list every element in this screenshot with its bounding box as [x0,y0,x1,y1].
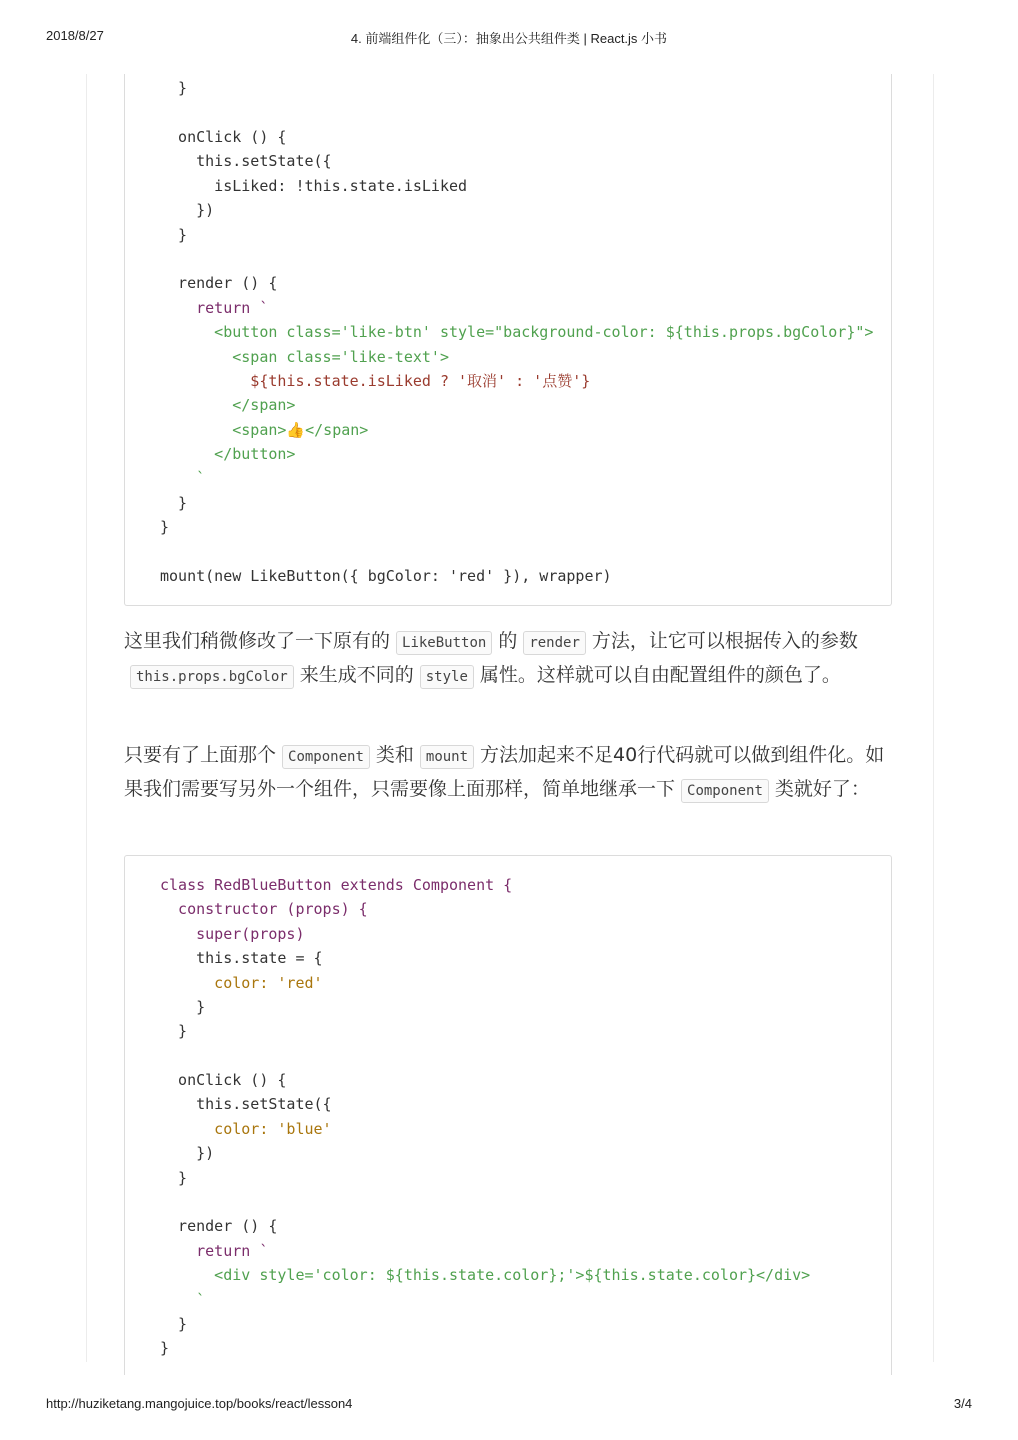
code-line: }) [160,201,215,219]
code-line: render () { [160,1217,278,1235]
page-number: 3/4 [953,1396,972,1411]
code-line: } [160,1339,170,1357]
code-line: mount(new LikeButton({ bgColor: 'red' }), wrapper) [160,567,612,585]
print-date: 2018/8/27 [46,28,104,43]
code-line: } [160,226,188,244]
inline-code: this.props.bgColor [130,665,294,689]
code-block-red-blue-button [124,855,892,1375]
print-header [0,28,1018,46]
page-title: 4. 前端组件化（三）：抽象出公共组件类 | React.js 小书 [350,31,668,46]
code-line: } [160,1315,188,1333]
code-line: this.setState({ [160,152,332,170]
code-line: </button> [160,445,296,463]
code-line: } [160,1022,188,1040]
code-line: ${this.state.isLiked ? '取消' : '点赞'} [160,372,591,390]
code-line: <span>👍</span> [160,421,369,439]
code-line: render () { [160,274,278,292]
code-line: } [160,998,206,1016]
code-line [160,125,286,149]
code-line: <button class='like-btn' style="background-color: ${this.props.bgColor}"> [160,323,874,341]
code-line: }) [160,1144,215,1162]
print-footer [0,1396,1018,1414]
code-line: ` [160,469,206,487]
code-block-like-button [124,74,892,606]
inline-code: LikeButton [396,631,492,655]
code-line: } [160,494,188,512]
code-line: } [160,1169,188,1187]
code-line: super(props) [160,925,305,943]
code-line: color: 'blue' [160,1120,332,1138]
code-line: this.state = { [160,949,323,967]
paragraph-componentization: 只要有了上面那个 Component 类和 mount 方法加起来不足40行代码就可以做到组件化。如果我们需要写另外一个组件，只需要像上面那样，简单地继承一下 Component 类就好了： [124,739,894,807]
code-line: return ` [160,299,269,317]
code-line: ` [160,1291,206,1309]
inline-code: Component [681,779,769,803]
code-line: <span class='like-text'> [160,348,449,366]
code-line: return ` [160,1242,269,1260]
code-line: <div style='color: ${this.state.color};'>${this.state.color}</div> [160,1266,811,1284]
code-line: } [160,518,170,536]
code-line: color: 'red' [160,974,323,992]
page-url: http://huziketang.mangojuice.top/books/react/lesson4 [46,1396,353,1411]
code-line: } [160,79,188,97]
code-line: constructor (props) { [160,900,368,918]
code-text: onClick () { [160,128,287,146]
inline-code: mount [420,745,474,769]
code-line: class RedBlueButton extends Component { [160,876,513,894]
code-line: </span> [160,396,296,414]
code-line: onClick () { [160,1071,287,1089]
code-line: this.setState({ [160,1095,332,1113]
code-line: isLiked: !this.state.isLiked [160,177,468,195]
inline-code: Component [282,745,370,769]
inline-code: render [523,631,586,655]
paragraph-render-explanation: 这里我们稍微修改了一下原有的 LikeButton 的 render 方法，让它可以根据传入的参数this.props.bgColor 来生成不同的 style 属性。这样就可以自由配置组件的颜色了。 [124,625,894,693]
inline-code: style [420,665,474,689]
